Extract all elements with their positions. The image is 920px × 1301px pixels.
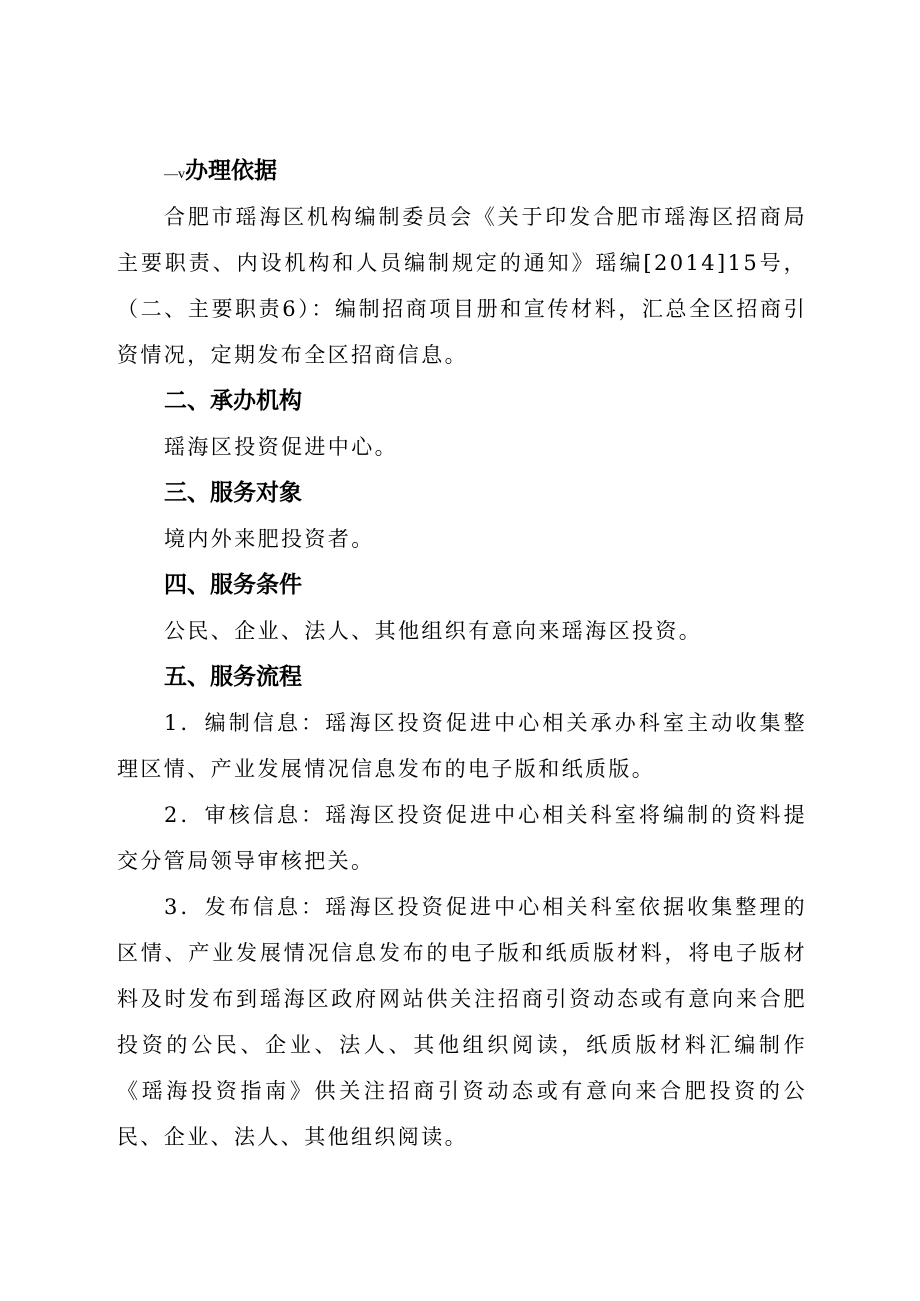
section-heading-process: 五、服务流程 (164, 664, 302, 690)
paragraph-conditions: 公民、企业、法人、其他组织有意向来瑶海区投资。 (164, 619, 703, 643)
paragraph-target: 境内外来肥投资者。 (164, 527, 375, 551)
paragraph-agency: 瑶海区投资促进中心。 (164, 435, 398, 459)
process-step-2: 2．审核信息：瑶海区投资促进中心相关科室将编制的资料提交分管局领导审核把关。 (117, 803, 807, 873)
section-heading-basis (117, 148, 807, 194)
section-heading-target: 三、服务对象 (164, 480, 302, 506)
section-heading-conditions: 四、服务条件 (164, 572, 302, 598)
process-step-1: 1．编制信息：瑶海区投资促进中心相关承办科室主动收集整理区情、产业发展情况信息发布的电子版和纸质版。 (117, 711, 807, 781)
section-heading-agency: 二、承办机构 (164, 388, 302, 414)
document-page (117, 148, 807, 1160)
heading-prefix-mark: —v (164, 167, 185, 182)
process-step-3: 3．发布信息：瑶海区投资促进中心相关科室依据收集整理的区情、产业发展情况信息发布的电子版和纸质版材料，将电子版材料及时发布到瑶海区政府网站供关注招商引资动态或有意向来合肥投资的公民、企业、法人、其他组织阅读，纸质版材料汇编制作《瑶海投资指南》供关注招商引资动态或有意向来合肥投资的公民、企业、法人、其他组织阅读。 (117, 895, 807, 1149)
paragraph-basis: 合肥市瑶海区机构编制委员会《关于印发合肥市瑶海区招商局主要职责、内设机构和人员编制规定的通知》瑶编[2014]15号，（二、主要职责6）：编制招商项目册和宣传材料，汇总全区招商引资情况，定期发布全区招商信息。 (117, 205, 807, 367)
heading-text-basis: 办理依据 (185, 158, 277, 184)
